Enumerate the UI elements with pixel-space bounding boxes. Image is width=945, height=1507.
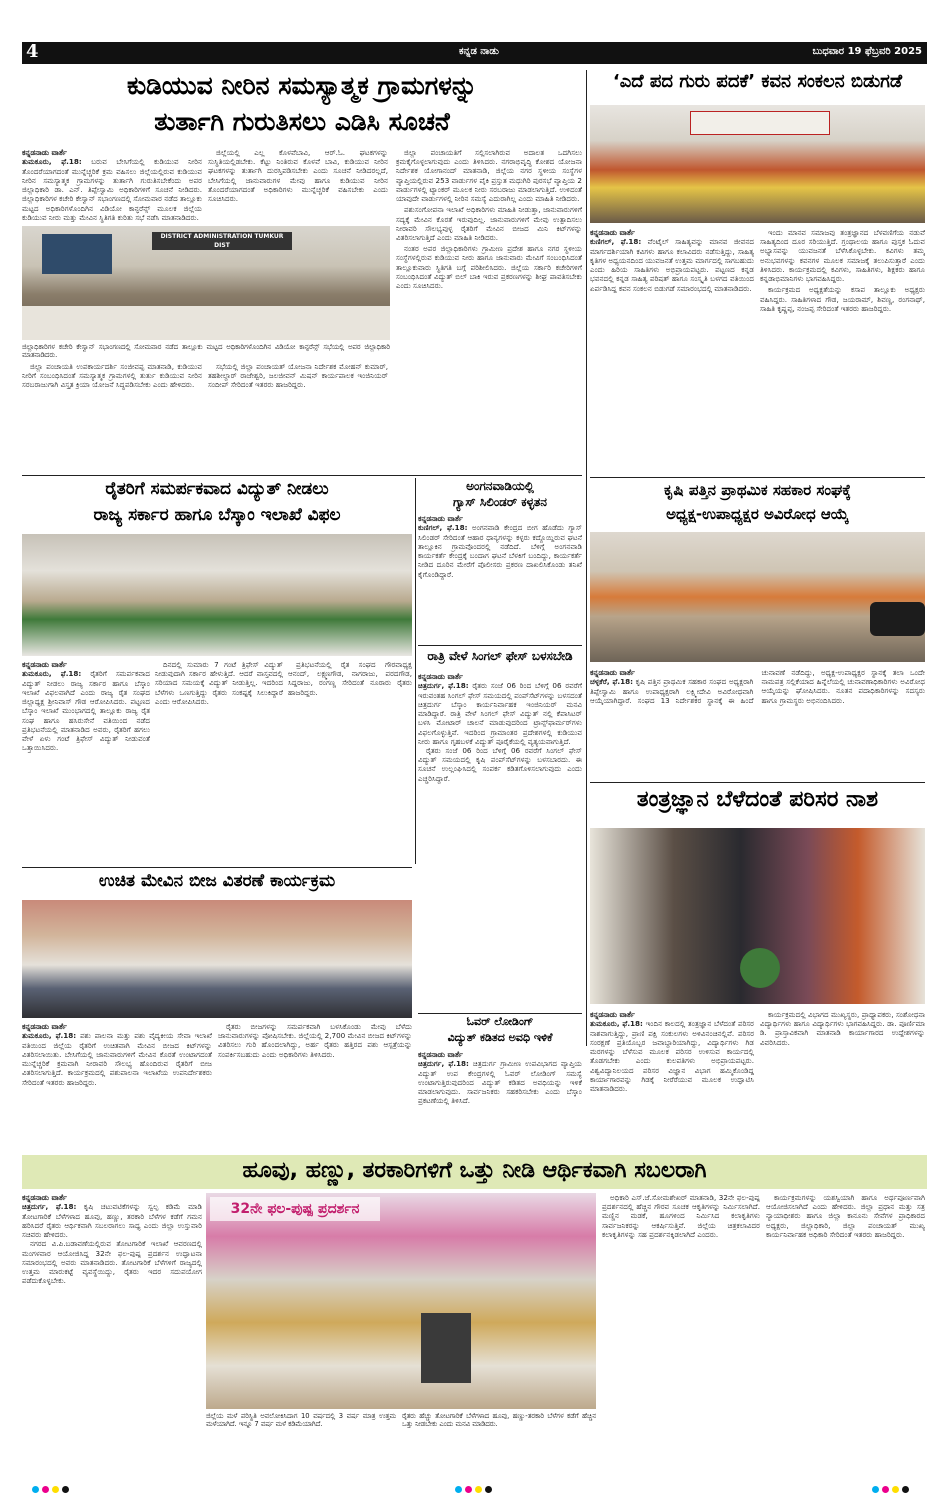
- meeting-sign: DISTRICT ADMINISTRATION TUMKUR DIST: [152, 232, 292, 250]
- magenta-dot: [882, 1486, 889, 1493]
- water-photo-caption: ಜಿಲ್ಲಾಧಿಕಾರಿಗಳ ಕಚೇರಿ ಕೇಸ್ವಾನ್ ಸಭಾಂಗಣದಲ್ಲಿ ಸೋಮವಾರ ನಡೆದ ತಾಲ್ಲೂಕು ಮಟ್ಟದ ಅಧಿಕಾರಿಗಳೊಂದಿಗಿನ ವಿಡಿಯೋ ಕಾನ್ಫರೆನ್ಸ್ ಸಭೆಯಲ್ಲಿ ಅಪರ ಜಿಲ್ಲಾಧಿಕಾರಿ ಮಾತನಾಡಿದರು.: [22, 343, 390, 360]
- seeds-distribution-photo: [22, 900, 412, 1018]
- page-number: 4: [26, 41, 39, 62]
- pacs-body: [590, 668, 925, 778]
- poetry-para-2: ಇಂದು ಮಾನವ ಸಮಾಜವು ತಂತ್ರಜ್ಞಾನದ ಬೆಳವಣಿಗೆಯ ನಡುವೆ ಸಾಹಿತ್ಯದಿಂದ ದೂರ ಸರಿಯುತ್ತಿದೆ. ಗ್ರಂಥಾಲಯ ಹಾಗೂ ಪುಸ್ತಕ ಓದುವ ಅಭ್ಯಾಸವನ್ನು ಯುವಜನತೆ ಬೆಳೆಸಿಕೊಳ್ಳಬೇಕು. ಕವಿಗಳು ತಮ್ಮ ಅನುಭವಗಳನ್ನು ಕವನಗಳ ಮೂಲಕ ಸಮಾಜಕ್ಕೆ ತಲುಪಿಸುತ್ತಾರೆ ಎಂದು ತಿಳಿಸಿದರು. ಕಾರ್ಯಕ್ರಮದಲ್ಲಿ ಕವಿಗಳು, ಸಾಹಿತಿಗಳು, ಶಿಕ್ಷಕರು ಹಾಗೂ ಕನ್ನಡಾಭಿಮಾನಿಗಳು ಭಾಗವಹಿಸಿದ್ದರು.: [760, 228, 925, 284]
- tech-place: ತುಮಕೂರು, ಫೆ.18:: [590, 1019, 643, 1029]
- yellow-dot: [475, 1486, 482, 1493]
- pacs-place: ಚಳ್ಳಕೆರೆ, ಫೆ.18:: [590, 677, 633, 687]
- seeds-para-2: ರೈತರು ಬೀಜಗಳನ್ನು ಸಮರ್ಪಕವಾಗಿ ಬಳಸಿಕೊಂಡು ಮೇವು ಬೆಳೆದು ಜಾನುವಾರುಗಳನ್ನು ಪೋಷಿಸಬೇಕು. ಜಿಲ್ಲೆಯಲ್ಲಿ 2,700 ಮೇವಿನ ಬೀಜದ ಕಿಟ್‌ಗಳನ್ನು ವಿತರಿಸಲು ಗುರಿ ಹೊಂದಲಾಗಿದ್ದು, ಅರ್ಹ ರೈತರು ಹತ್ತಿರದ ಪಶು ಆಸ್ಪತ್ರೆಯನ್ನು ಸಂಪರ್ಕಿಸಬಹುದು ಎಂದು ಅಧಿಕಾರಿಗಳು ತಿಳಿಸಿದರು.: [218, 1022, 412, 1059]
- electricity-para-2: ದಿನದಲ್ಲಿ ಸುಮಾರು 7 ಗಂಟೆ ತ್ರಿಫೇಸ್ ವಿದ್ಯುತ್ ನೀಡುವುದಾಗಿ ಸರ್ಕಾರ ಹೇಳುತ್ತಿದೆ. ಆದರೆ ವಾಸ್ತವದಲ್ಲಿ ಸರಿಯಾದ ಸಮಯಕ್ಕೆ ವಿದ್ಯುತ್ ನೀಡುತ್ತಿಲ್ಲ. ಇದರಿಂದ ಬೆಳೆಗಳು ಒಣಗುತ್ತಿದ್ದು ರೈತರು ಸಂಕಷ್ಟಕ್ಕೆ ಸಿಲುಕಿದ್ದಾರೆ ಎಂದು ಆರೋಪಿಸಿದರು.: [155, 660, 283, 706]
- electricity-col-1: [22, 660, 150, 864]
- divider-pacs-bottom: [590, 782, 925, 783]
- flowers-col-1: [22, 1193, 202, 1443]
- poetry-col-1: [590, 228, 754, 474]
- pacs-headline-2: ಅಧ್ಯಕ್ಷ-ಉಪಾಧ್ಯಕ್ಷರ ಅವಿರೋಧ ಆಯ್ಕೆ: [666, 505, 849, 523]
- overload-headline-2: ವಿದ್ಯುತ್ ಕಡಿತದ ಅವಧಿ ಇಳಿಕೆ: [447, 1031, 553, 1044]
- poetry-book-release-photo: [590, 105, 925, 223]
- singlephase-para-2: ರೈತರು ಸಂಜೆ 06 ರಿಂದ ಬೆಳಿಗ್ಗೆ 06 ರವರೆಗೆ ಸಿಂಗಲ್ ಫೇಸ್ ವಿದ್ಯುತ್ ಸಮಯದಲ್ಲಿ ಕೃಷಿ ಪಂಪ್‌ಸೆಟ್‌ಗಳನ್ನು ಬಳಸಬಾರದು. ಈ ಸೂಚನೆ ಉಲ್ಲಂಘಿಸಿದಲ್ಲಿ ಸಂಪರ್ಕ ಕಡಿತಗೊಳಿಸಲಾಗುವುದು ಎಂದು ಎಚ್ಚರಿಸಿದ್ದಾರೆ.: [418, 746, 582, 783]
- cyan-dot: [455, 1486, 462, 1493]
- singlephase-body: [418, 672, 582, 1010]
- poetry-dateline: ಕನ್ನಡನಾಡು ವಾರ್ತೆ: [590, 228, 635, 237]
- electricity-headline-1: ರೈತರಿಗೆ ಸಮರ್ಪಕವಾದ ವಿದ್ಯುತ್ ನೀಡಲು: [105, 479, 329, 499]
- seeds-dateline: ಕನ್ನಡನಾಡು ವಾರ್ತೆ: [22, 1022, 67, 1031]
- gas-para-1: ಅಂಗನವಾಡಿ ಕೇಂದ್ರದ ಬೀಗ ಹೊಡೆದು ಗ್ಯಾಸ್ ಸಿಲಿಂಡರ್ ಸೇರಿದಂತೆ ಆಹಾರ ಧಾನ್ಯಗಳನ್ನು ಕಳ್ಳರು ಕದ್ದೊಯ್ದಿರುವ ಘಟನೆ ತಾಲ್ಲೂಕಿನ ಗ್ರಾಮವೊಂದರಲ್ಲಿ ನಡೆದಿದೆ. ಬೆಳಿಗ್ಗೆ ಅಂಗನವಾಡಿ ಕಾರ್ಯಕರ್ತೆ ಕೇಂದ್ರಕ್ಕೆ ಬಂದಾಗ ಘಟನೆ ಬೆಳಕಿಗೆ ಬಂದಿದ್ದು, ಕಾರ್ಯಕರ್ತೆ ನೀಡಿದ ದೂರಿನ ಮೇರೆಗೆ ಪೊಲೀಸರು ಪ್ರಕರಣ ದಾಖಲಿಸಿಕೊಂಡು ತನಿಖೆ ಕೈಗೊಂಡಿದ್ದಾರೆ.: [418, 523, 582, 579]
- water-body-col-2: [208, 362, 388, 472]
- poetry-headline: ‘ಎದೆ ಪದ ಗುರು ಪದಕೆ’ ಕವನ ಸಂಕಲನ ಬಿಡುಗಡೆ: [612, 71, 903, 92]
- water-dateline: ಕನ್ನಡನಾಡು ವಾರ್ತೆ: [22, 148, 67, 157]
- gas-body: [418, 514, 582, 642]
- column-divider-main: [586, 70, 587, 1046]
- electricity-para-3: ಪ್ರತಿಭಟನೆಯಲ್ಲಿ ರೈತ ಸಂಘದ ಗೌರವಾಧ್ಯಕ್ಷ ಆನಂದ್, ಲಕ್ಷ್ಮಣಗೌಡ, ನಾಗರಾಜು, ಪರದಗೌಡ, ಸಿದ್ದರಾಜು, ರಂಗಣ್ಣ ಸೇರಿದಂತೆ ನೂರಾರು ರೈತರು ಹಾಜರಿದ್ದರು.: [288, 660, 412, 697]
- poetry-para-1: ವೆಂಟೈಲ್ ಸಾಹಿತ್ಯವನ್ನು ಮಾನವ ಜೀವನದ ಮಾರ್ಗದರ್ಶಿಯಾಗಿ ಕವಿಗಳು ಹಾಗೂ ಕಲಾವಿದರು ನಡೆಸುತ್ತಿದ್ದು, ಸಾಹಿತ್ಯ ಕೃತಿಗಳ ಅಧ್ಯಯನದಿಂದ ಯುವಜನತೆ ಉತ್ತಮ ಮಾರ್ಗದಲ್ಲಿ ಸಾಗಬಹುದು ಎಂದು ಹಿರಿಯ ಸಾಹಿತಿಗಳು ಅಭಿಪ್ರಾಯಪಟ್ಟರು. ಪಟ್ಟಣದ ಕನ್ನಡ ಭವನದಲ್ಲಿ ಕನ್ನಡ ಸಾಹಿತ್ಯ ಪರಿಷತ್ ಹಾಗೂ ಸಂಸ್ಕೃತಿ ಬಳಗದ ವತಿಯಿಂದ ಏರ್ಪಡಿಸಿದ್ದ ಕವನ ಸಂಕಲನ ಬಿಡುಗಡೆ ಸಮಾರಂಭದಲ್ಲಿ ಮಾತನಾಡಿದರು.: [590, 237, 754, 293]
- flowers-place: ಚಿತ್ರದುರ್ಗ, ಫೆ.18:: [22, 1202, 77, 1212]
- black-dot: [902, 1486, 909, 1493]
- electricity-col-3: [288, 660, 412, 864]
- flower-show-banner: 32ನೇ ಫಲ-ಪುಷ್ಪ ಪ್ರದರ್ಶನ: [210, 1197, 380, 1221]
- paper-name: ಕನ್ನಡ ನಾಡು: [459, 46, 499, 57]
- water-para-7: ಸಭೆಯಲ್ಲಿ ಜಿಲ್ಲಾ ಪಂಚಾಯತ್ ಯೋಜನಾ ನಿರ್ದೇಶಕ ಮೋಹನ್ ಕುಮಾರ್, ತಹಶೀಲ್ದಾರ್ ರಾಜೇಶ್ವರಿ, ಜಲಜೀವನ್ ಮಿಷನ್ ಕಾರ್ಯಪಾಲಕ ಇಂಜಿನಿಯರ್ ಸಂದೀಪ್ ಸೇರಿದಂತೆ ಇತರರು ಹಾಜರಿದ್ದರು.: [208, 362, 388, 390]
- poetry-place: ಕುಣಿಗಲ್, ಫೆ.18:: [590, 237, 642, 247]
- camera-shape: [870, 602, 925, 636]
- tech-col-2: [760, 1010, 925, 1150]
- flowers-para-2: ನಗರದ ವಿ.ಪಿ.ಬಡಾವಣೆಯಲ್ಲಿರುವ ತೋಟಗಾರಿಕೆ ಇಲಾಖೆ ಆವರಣದಲ್ಲಿ ಮಂಗಳವಾರ ಆಯೋಜಿಸಿದ್ದ 32ನೇ ಫಲ-ಪುಷ್ಪ ಪ್ರದರ್ಶನ ಉದ್ಘಾಟನಾ ಸಮಾರಂಭದಲ್ಲಿ ಅವರು ಮಾತನಾಡಿದರು. ತೋಟಗಾರಿಕೆ ಬೆಳೆಗಳಿಗೆ ರಾಜ್ಯದಲ್ಲಿ ಉತ್ತಮ ಮಾರುಕಟ್ಟೆ ವ್ಯವಸ್ಥೆಯಿದ್ದು, ರೈತರು ಇದರ ಸದುಪಯೋಗ ಪಡೆದುಕೊಳ್ಳಬೇಕು.: [22, 1239, 202, 1286]
- water-para-4: ಜಿಲ್ಲಾ ಪಂಚಾಯತಿಗೆ ಸಲ್ಲಿಸಲಾಗಿರುವ ಅದಾಲತ ಒದಗಿಸಲು ಕ್ರಮಕೈಗೊಳ್ಳಲಾಗುವುದು ಎಂದು ತಿಳಿಸಿದರು. ನಗರಾಭಿವೃದ್ಧಿ ಕೋಶದ ಯೋಜನಾ ನಿರ್ದೇಶಕ ಯೋಗಾನಂದ್ ಮಾತನಾಡಿ, ಜಿಲ್ಲೆಯ ನಗರ ಸ್ಥಳೀಯ ಸಂಸ್ಥೆಗಳ ವ್ಯಾಪ್ತಿಯಲ್ಲಿರುವ 253 ವಾರ್ಡುಗಳ ಪೈಕಿ ಪ್ರಸ್ತುತ ಮಧುಗಿರಿ ಪುರಸಭೆ ವ್ಯಾಪ್ತಿಯ 2 ವಾರ್ಡುಗಳಲ್ಲಿ ಟ್ಯಾಂಕರ್ ಮೂಲಕ ನೀರು ಸರಬರಾಜು ಮಾಡಲಾಗುತ್ತಿದೆ. ಉಳಿದಂತೆ ಯಾವುದೇ ವಾರ್ಡುಗಳಲ್ಲಿ ನೀರಿನ ಸಮಸ್ಯೆ ಎದುರಾಗಿಲ್ಲ ಎಂದು ಮಾಹಿತಿ ನೀಡಿದರು.: [396, 148, 582, 204]
- overload-dateline: ಕನ್ನಡನಾಡು ವಾರ್ತೆ: [418, 1050, 463, 1059]
- flowers-col-3: [602, 1193, 760, 1451]
- seeds-para-1: ಪಶು ಪಾಲನಾ ಮತ್ತು ಪಶು ವೈದ್ಯಕೀಯ ಸೇವಾ ಇಲಾಖೆ ವತಿಯಿಂದ ಜಿಲ್ಲೆಯ ರೈತರಿಗೆ ಉಚಿತವಾಗಿ ಮೇವಿನ ಬೀಜದ ಕಿಟ್‌ಗಳನ್ನು ವಿತರಿಸಲಾಯಿತು. ಬೇಸಿಗೆಯಲ್ಲಿ ಜಾನುವಾರುಗಳಿಗೆ ಮೇವಿನ ಕೊರತೆ ಉಂಟಾಗದಂತೆ ಮುನ್ನೆಚ್ಚರಿಕೆ ಕ್ರಮವಾಗಿ ನೀರಾವರಿ ಸೌಲಭ್ಯ ಹೊಂದಿರುವ ರೈತರಿಗೆ ಬೀಜ ವಿತರಿಸಲಾಗುತ್ತಿದೆ. ಕಾರ್ಯಕ್ರಮದಲ್ಲಿ ಪಶುಪಾಲನಾ ಇಲಾಖೆಯ ಉಪನಿರ್ದೇಶಕರು ಸೇರಿದಂತೆ ಇತರರು ಹಾಜರಿದ್ದರು.: [22, 1031, 212, 1087]
- pacs-dateline: ಕನ್ನಡನಾಡು ವಾರ್ತೆ: [590, 668, 635, 677]
- water-para-3: ಜಿಲ್ಲಾ ಪಂಚಾಯತಿ ಉಪಕಾರ್ಯದರ್ಶಿ ಸಂಜೀವಪ್ಪ ಮಾತನಾಡಿ, ಕುಡಿಯುವ ನೀರಿಗೆ ಸಂಬಂಧಿಸಿದಂತೆ ಸಮಸ್ಯಾತ್ಮಕ ಗ್ರಾಮಗಳಲ್ಲಿ ತುರ್ತು ಕುಡಿಯುವ ನೀರಿನ ಸರಬರಾಜುಗಾಗಿ ವಿಸ್ತೃತ ಕ್ರಿಯಾ ಯೋಜನೆ ಸಿದ್ಧಪಡಿಸಬೇಕು ಎಂದು ಹೇಳಿದರು.: [22, 362, 202, 390]
- tech-dateline: ಕನ್ನಡನಾಡು ವಾರ್ತೆ: [590, 1010, 635, 1019]
- black-dot: [485, 1486, 492, 1493]
- yellow-dot: [52, 1486, 59, 1493]
- flowers-para-1: ಕೃಷಿ ಚಟುವಟಿಕೆಗಳನ್ನು ಸ್ವಲ್ಪ ಕಡಿಮೆ ಮಾಡಿ ತೋಟಗಾರಿಕೆ ಬೆಳೆಗಳಾದ ಹೂವು, ಹಣ್ಣು, ತರಕಾರಿ ಬೆಳೆಗಳ ಕಡೆಗೆ ಗಮನ ಹರಿಸಿದರೆ ರೈತರು ಆರ್ಥಿಕವಾಗಿ ಸಬಲರಾಗಲು ಸಾಧ್ಯ ಎಂದು ಜಿಲ್ಲಾ ಉಸ್ತುವಾರಿ ಸಚಿವರು ಹೇಳಿದರು.: [22, 1202, 202, 1240]
- overload-place: ಚಿತ್ರದುರ್ಗ, ಫೆ.18:: [418, 1059, 469, 1069]
- registration-dots-center: [455, 1486, 495, 1494]
- singlephase-headline: ರಾತ್ರಿ ವೇಳೆ ಸಿಂಗಲ್ ಫೇಸ್ ಬಳಸಬೇಡಿ: [427, 649, 573, 663]
- electricity-col-2: [155, 660, 283, 864]
- divider-electricity-right: [415, 478, 416, 864]
- black-dot: [62, 1486, 69, 1493]
- issue-date: ಬುಧವಾರ 19 ಫೆಬ್ರವರಿ 2025: [812, 46, 922, 57]
- gas-headline-1: ಅಂಗನವಾಡಿಯಲ್ಲಿ: [466, 479, 534, 493]
- divider-water-bottom: [22, 475, 582, 476]
- flowers-para-4: ಕಾರ್ಯಕ್ರಮಗಳನ್ನು ಯಶಸ್ವಿಯಾಗಿ ಹಾಗೂ ಅರ್ಥಪೂರ್ಣವಾಗಿ ಆಯೋಜಿಸಲಾಗಿದೆ ಎಂದು ಹೇಳಿದರು. ಜಿಲ್ಲಾ ಪ್ರಧಾನ ಮತ್ತು ಸತ್ರ ನ್ಯಾಯಾಧೀಶರು ಹಾಗೂ ಜಿಲ್ಲಾ ಕಾನೂನು ಸೇವೆಗಳ ಪ್ರಾಧಿಕಾರದ ಅಧ್ಯಕ್ಷರು, ಜಿಲ್ಲಾಧಿಕಾರಿ, ಜಿಲ್ಲಾ ಪಂಚಾಯತ್ ಮುಖ್ಯ ಕಾರ್ಯನಿರ್ವಾಹಕ ಅಧಿಕಾರಿ ಸೇರಿದಂತೆ ಇತರರು ಹಾಜರಿದ್ದರು.: [766, 1193, 925, 1239]
- seeds-col-2: [218, 1022, 412, 1150]
- meeting-table: [22, 306, 390, 340]
- overload-para-1: ಚಿತ್ರದುರ್ಗ ಗ್ರಾಮೀಣ ಉಪವಿಭಾಗದ ವ್ಯಾಪ್ತಿಯ ವಿದ್ಯುತ್ ಉಪ ಕೇಂದ್ರಗಳಲ್ಲಿ ಓವರ್ ಲೋಡಿಂಗ್ ಸಮಸ್ಯೆ ಉಂಟಾಗುತ್ತಿರುವುದರಿಂದ ವಿದ್ಯುತ್ ಕಡಿತದ ಅವಧಿಯನ್ನು ಇಳಿಕೆ ಮಾಡಲಾಗುವುದು. ಸಾರ್ವಜನಿಕರು ಸಹಕರಿಸಬೇಕು ಎಂದು ಬೆಸ್ಕಾಂ ಪ್ರಕಟಣೆಯಲ್ಲಿ ತಿಳಿಸಿದೆ.: [418, 1059, 582, 1106]
- seeds-place: ತುಮಕೂರು, ಫೆ.18:: [22, 1031, 77, 1041]
- registration-dots-right: [872, 1486, 912, 1494]
- water-place: ತುಮಕೂರು, ಫೆ.18:: [22, 157, 82, 167]
- podium-shape: [421, 1313, 471, 1383]
- farmers-protest-photo: [22, 534, 412, 656]
- gas-dateline: ಕನ್ನಡನಾಡು ವಾರ್ತೆ: [418, 514, 463, 523]
- water-meeting-photo: [22, 226, 390, 340]
- gas-headline-2: ಗ್ಯಾಸ್ ಸಿಲಿಂಡರ್ ಕಳ್ಳತನ: [453, 495, 547, 509]
- flowers-photo-caption-2: ರೈತರು ಹೆಚ್ಚು ತೋಟಗಾರಿಕೆ ಬೆಳೆಗಳಾದ ಹೂವು, ಹಣ್ಣು-ತರಕಾರಿ ಬೆಳೆಗಳ ಕಡೆಗೆ ಹೆಚ್ಚಿನ ಒತ್ತು ನೀಡಬೇಕು ಎಂದು ಮನವಿ ಮಾಡಿದರು.: [402, 1412, 596, 1429]
- magenta-dot: [465, 1486, 472, 1493]
- water-lead-col-1: [22, 148, 202, 224]
- overload-headline-1: ಓವರ್ ಲೋಡಿಂಗ್: [466, 1015, 534, 1028]
- flowers-photo-caption-1: ಜಿಲ್ಲೆಯ ಮಳೆ ಪರಿಸ್ಥಿತಿ ಅವಲೋಕಿಸಿದಾಗ 10 ವರ್ಷದಲ್ಲಿ 3 ವರ್ಷ ಮಾತ್ರ ಉತ್ತಮ ಮಳೆಯಾಗಿದೆ. ಇನ್ನೂ 7 ವರ್ಷ ಮಳೆ ಕಡಿಮೆಯಾಗಿದೆ.: [206, 1412, 396, 1429]
- cyan-dot: [872, 1486, 879, 1493]
- electricity-headline-2: ರಾಜ್ಯ ಸರ್ಕಾರ ಹಾಗೂ ಬೆಸ್ಕಾಂ ಇಲಾಖೆ ವಿಫಲ: [93, 505, 341, 525]
- plant-pot-shape: [740, 948, 780, 988]
- flowers-headline: ಹೂವು, ಹಣ್ಣು, ತರಕಾರಿಗಳಿಗೆ ಒತ್ತು ನೀಡಿ ಆರ್ಥಿಕವಾಗಿ ಸಬಲರಾಗಿ: [242, 1158, 707, 1183]
- water-para-5: ಪಶುಸಂಗೋಪನಾ ಇಲಾಖೆ ಅಧಿಕಾರಿಗಳು ಮಾಹಿತಿ ನೀಡುತ್ತಾ, ಜಾನುವಾರುಗಳಿಗೆ ಸದ್ಯಕ್ಕೆ ಮೇವಿನ ಕೊರತೆ ಇರುವುದಿಲ್ಲ. ಜಾನುವಾರುಗಳಿಗೆ ಮೇವು ಉತ್ಪಾದಿಸಲು ನೀರಾವರಿ ಸೌಲಭ್ಯವುಳ್ಳ ರೈತರಿಗೆ ಮೇವಿನ ಬೀಜದ ಮಿನಿ ಕಿಟ್‌ಗಳನ್ನು ವಿತರಿಸಲಾಗುತ್ತಿದೆ ಎಂದು ಮಾಹಿತಿ ನೀಡಿದರು.: [396, 205, 582, 242]
- water-para-2: ಜಿಲ್ಲೆಯಲ್ಲಿ ಎಲ್ಲ ಕೊಳವೆಬಾವಿ, ಆರ್.ಓ. ಘಟಕಗಳನ್ನು ಸುಸ್ಥಿತಿಯಲ್ಲಿಡಬೇಕು. ಕೆಟ್ಟು ನಿಂತಿರುವ ಕೊಳವೆ ಬಾವಿ, ಕುಡಿಯುವ ನೀರಿನ ಘಟಕಗಳನ್ನು ತುರ್ತಾಗಿ ದುರಸ್ತಿಪಡಿಸಬೇಕು ಎಂದು ಸೂಚನೆ ನೀಡಿದರಲ್ಲದೆ, ಬೇಸಿಗೆಯಲ್ಲಿ ಜಾನುವಾರುಗಳ ಮೇವು ಹಾಗೂ ಕುಡಿಯುವ ನೀರಿನ ತೊಂದರೆಯಾಗದಂತೆ ಅಧಿಕಾರಿಗಳು ಮುನ್ನೆಚ್ಚರಿಕೆ ವಹಿಸಬೇಕು ಎಂದು ಸೂಚಿಸಿದರು.: [208, 148, 388, 204]
- yellow-dot: [892, 1486, 899, 1493]
- overload-body: [418, 1050, 582, 1148]
- tech-para-2: ಕಾರ್ಯಕ್ರಮದಲ್ಲಿ ವಿಭಾಗದ ಮುಖ್ಯಸ್ಥರು, ಪ್ರಾಧ್ಯಾಪಕರು, ಸಂಶೋಧನಾ ವಿದ್ಯಾರ್ಥಿಗಳು ಹಾಗೂ ವಿದ್ಯಾರ್ಥಿಗಳು ಭಾಗವಹಿಸಿದ್ದರು. ಡಾ. ಪೂರ್ಣಿಮಾ ಡಿ. ಪ್ರಾಸ್ತಾವಿಕವಾಗಿ ಮಾತನಾಡಿ ಕಾರ್ಯಾಗಾರದ ಉದ್ದೇಶಗಳನ್ನು ವಿವರಿಸಿದರು.: [760, 1010, 925, 1047]
- poetry-banner: [690, 111, 830, 135]
- flowers-para-3: ಅಧಿಕಾರಿ ಎಸ್.ಜೆ.ಸೋಮಶೇಖರ್ ಮಾತನಾಡಿ, 32ನೇ ಫಲ-ಪುಷ್ಪ ಪ್ರದರ್ಶನದಲ್ಲಿ ಹೆಚ್ಚಿನ ಗೌರವ ಸೂಚಕ ಆಕೃತಿಗಳನ್ನು ನಿರ್ಮಿಸಲಾಗಿದೆ. ಮಣ್ಣಿನ ಮಡಕೆ, ಹೂಗಳಿಂದ ನಿರ್ಮಿಸಿದ ಕಲಾಕೃತಿಗಳು ಸಾರ್ವಜನಿಕರನ್ನು ಆಕರ್ಷಿಸುತ್ತಿವೆ. ಜಿಲ್ಲೆಯ ಚಿತ್ರಕಲಾವಿದರ ಕಲಾಕೃತಿಗಳನ್ನು ಸಹ ಪ್ರದರ್ಶನಕ್ಕಿಡಲಾಗಿದೆ ಎಂದರು.: [602, 1193, 760, 1239]
- tech-plant-watering-photo: [590, 828, 925, 1004]
- flowers-banner: [22, 1155, 927, 1189]
- meeting-screen: [42, 234, 112, 274]
- divider-poetry-bottom: [590, 477, 925, 478]
- electricity-para-1: ರೈತರಿಗೆ ಸಮರ್ಪಕವಾದ ವಿದ್ಯುತ್ ನೀಡಲು ರಾಜ್ಯ ಸರ್ಕಾರ ಹಾಗೂ ಬೆಸ್ಕಾಂ ಇಲಾಖೆ ವಿಫಲವಾಗಿದೆ ಎಂದು ರಾಜ್ಯ ರೈತ ಸಂಘದ ಜಿಲ್ಲಾಧ್ಯಕ್ಷ ಶ್ರೀನಿವಾಸ್ ಗೌಡ ಆರೋಪಿಸಿದರು. ಪಟ್ಟಣದ ಬೆಸ್ಕಾಂ ಇಲಾಖೆ ಮುಂಭಾಗದಲ್ಲಿ ತಾಲ್ಲೂಕು ರಾಜ್ಯ ರೈತ ಸಂಘ ಹಾಗೂ ಹಸಿರುಸೇನೆ ವತಿಯಿಂದ ನಡೆದ ಪ್ರತಿಭಟನೆಯಲ್ಲಿ ಮಾತನಾಡಿದ ಅವರು, ರೈತರಿಗೆ ಹಗಲು ವೇಳೆ ಏಳು ಗಂಟೆ ತ್ರಿಫೇಸ್ ವಿದ್ಯುತ್ ನೀಡುವಂತೆ ಒತ್ತಾಯಿಸಿದರು.: [22, 669, 150, 753]
- poetry-para-3: ಕಾರ್ಯಕ್ರಮದ ಅಧ್ಯಕ್ಷತೆಯನ್ನು ಕಸಾಪ ತಾಲ್ಲೂಕು ಅಧ್ಯಕ್ಷರು ವಹಿಸಿದ್ದರು. ಸಾಹಿತಿಗಳಾದ ಗೌಡ, ಜಯರಾಮ್, ಶಿವಣ್ಣ, ರಂಗನಾಥ್, ಸಾಹಿತಿ ಕೃಷ್ಣಪ್ಪ, ನಂಜಪ್ಪ ಸೇರಿದಂತೆ ಇತರರು ಹಾಜರಿದ್ದರು.: [760, 285, 925, 313]
- seeds-col-1: [22, 1022, 212, 1150]
- tech-para-1: ಇಂದಿನ ಕಾಲದಲ್ಲಿ ತಂತ್ರಜ್ಞಾನ ಬೆಳೆದಂತೆ ಪರಿಸರ ನಾಶವಾಗುತ್ತಿದ್ದು, ಪ್ರಾಣಿ ಪಕ್ಷಿ ಸಂಕುಲಗಳು ಅಳಿವಿನಂಚಿನಲ್ಲಿವೆ. ಪರಿಸರ ಸಂರಕ್ಷಣೆ ಪ್ರತಿಯೊಬ್ಬರ ಜವಾಬ್ದಾರಿಯಾಗಿದ್ದು, ವಿದ್ಯಾರ್ಥಿಗಳು ಗಿಡ ಮರಗಳನ್ನು ಬೆಳೆಸುವ ಮೂಲಕ ಪರಿಸರ ಉಳಿಸುವ ಕಾರ್ಯದಲ್ಲಿ ತೊಡಗಬೇಕು ಎಂದು ಕುಲಪತಿಗಳು ಅಭಿಪ್ರಾಯಪಟ್ಟರು. ವಿಶ್ವವಿದ್ಯಾನಿಲಯದ ಪರಿಸರ ವಿಜ್ಞಾನ ವಿಭಾಗ ಹಮ್ಮಿಕೊಂಡಿದ್ದ ಕಾರ್ಯಾಗಾರವನ್ನು ಗಿಡಕ್ಕೆ ನೀರೆರೆಯುವ ಮೂಲಕ ಉದ್ಘಾಟಿಸಿ ಮಾತನಾಡಿದರು.: [590, 1019, 754, 1093]
- seeds-headline: ಉಚಿತ ಮೇವಿನ ಬೀಜ ವಿತರಣೆ ಕಾರ್ಯಕ್ರಮ: [98, 871, 336, 891]
- flower-show-photo: [206, 1193, 596, 1409]
- tech-col-1: [590, 1010, 754, 1150]
- registration-dots-left: [32, 1486, 72, 1494]
- pacs-felicitation-photo: [590, 532, 925, 662]
- pacs-headline-1: ಕೃಷಿ ಪತ್ತಿನ ಪ್ರಾಥಮಿಕ ಸಹಕಾರ ಸಂಘಕ್ಕೆ: [663, 481, 852, 499]
- water-body-col-1: [22, 362, 202, 472]
- singlephase-dateline: ಕನ್ನಡನಾಡು ವಾರ್ತೆ: [418, 672, 463, 681]
- flowers-dateline: ಕನ್ನಡನಾಡು ವಾರ್ತೆ: [22, 1193, 67, 1202]
- divider-singlephase-bottom: [418, 1013, 582, 1014]
- gas-place: ಕುಣಿಗಲ್, ಫೆ.18:: [418, 523, 468, 533]
- water-body-col-3: [396, 148, 582, 472]
- water-headline-2: ತುರ್ತಾಗಿ ಗುರುತಿಸಲು ಎಡಿಸಿ ಸೂಚನೆ: [154, 107, 450, 136]
- singlephase-place: ಚಿತ್ರದುರ್ಗ, ಫೆ.18:: [418, 681, 469, 691]
- singlephase-para-1: ರೈತರು ಸಂಜೆ 06 ರಿಂದ ಬೆಳಿಗ್ಗೆ 06 ರವರೆಗೆ ಇರುವಂತಹ ಸಿಂಗಲ್ ಫೇಸ್ ಸಮಯದಲ್ಲಿ ಪಂಪ್‌ಸೆಟ್‌ಗಳನ್ನು ಬಳಸದಂತೆ ಚಿತ್ರದುರ್ಗ ಬೆಸ್ಕಾಂ ಕಾರ್ಯನಿರ್ವಾಹಕ ಇಂಜಿನಿಯರ್ ಮನವಿ ಮಾಡಿದ್ದಾರೆ. ರಾತ್ರಿ ವೇಳೆ ಸಿಂಗಲ್ ಫೇಸ್ ವಿದ್ಯುತ್ ನಲ್ಲಿ ಕೆಪಾಸಿಟರ್ ಬಳಸಿ ಮೋಟಾರ್ ಚಾಲನೆ ಮಾಡುವುದರಿಂದ ಟ್ರಾನ್ಸ್‌ಫಾರ್ಮರ್‌ಗಳು ವಿಫಲಗೊಳ್ಳುತ್ತಿವೆ. ಇದರಿಂದ ಗ್ರಾಮಾಂತರ ಪ್ರದೇಶಗಳಲ್ಲಿ ಕುಡಿಯುವ ನೀರು ಹಾಗೂ ಗೃಹಬಳಕೆ ವಿದ್ಯುತ್ ಪೂರೈಕೆಯಲ್ಲಿ ವ್ಯತ್ಯಯವಾಗುತ್ತಿದೆ.: [418, 681, 582, 746]
- electricity-dateline: ಕನ್ನಡನಾಡು ವಾರ್ತೆ: [22, 660, 67, 669]
- flowers-col-4: [766, 1193, 925, 1451]
- water-para-6: ನಂತರ ಅಪರ ಜಿಲ್ಲಾಧಿಕಾರಿಗಳು ಗ್ರಾಮೀಣ ಪ್ರದೇಶ ಹಾಗೂ ನಗರ ಸ್ಥಳೀಯ ಸಂಸ್ಥೆಗಳಲ್ಲಿರುವ ಕುಡಿಯುವ ನೀರು ಹಾಗೂ ಜಾನುವಾರು ಮೇವಿಗೆ ಸಂಬಂಧಿಸಿದಂತೆ ತಾಲ್ಲೂಕುವಾರು ಸ್ಥಿತಿಗತಿ ಬಗ್ಗೆ ಪರಿಶೀಲಿಸಿದರು. ಜಿಲ್ಲೆಯ ಸರ್ಕಾರಿ ಕಚೇರಿಗಳಿಗೆ ಸಂಬಂಧಿಸಿದಂತೆ ವಿದ್ಯುತ್ ಬಿಲ್ ಬಾಕಿ ಇರುವ ಪ್ರಕರಣಗಳನ್ನು ಶೀಘ್ರ ಪಾವತಿಸಬೇಕು ಎಂದು ಸೂಚಿಸಿದರು.: [396, 244, 582, 291]
- cyan-dot: [32, 1486, 39, 1493]
- water-headline-1: ಕುಡಿಯುವ ನೀರಿನ ಸಮಸ್ಯಾತ್ಮಕ ಗ್ರಾಮಗಳನ್ನು: [126, 71, 478, 100]
- divider-gas-bottom: [418, 645, 582, 646]
- water-para-1: ಬರುವ ಬೇಸಿಗೆಯಲ್ಲಿ ಕುಡಿಯುವ ನೀರಿನ ತೊಂದರೆಯಾಗದಂತೆ ಮುನ್ನೆಚ್ಚರಿಕೆ ಕ್ರಮ ವಹಿಸಲು ಜಿಲ್ಲೆಯಲ್ಲಿರುವ ಕುಡಿಯುವ ನೀರಿನ ಸಮಸ್ಯಾತ್ಮಕ ಗ್ರಾಮಗಳನ್ನು ತುರ್ತಾಗಿ ಗುರುತಿಸಬೇಕೆಂದು ಅಪರ ಜಿಲ್ಲಾಧಿಕಾರಿ ಡಾ. ಎನ್. ತಿಪ್ಪೇಸ್ವಾಮಿ ಅಧಿಕಾರಿಗಳಿಗೆ ಸೂಚನೆ ನೀಡಿದರು. ಜಿಲ್ಲಾಧಿಕಾರಿಗಳ ಕಚೇರಿ ಕೇಸ್ವಾನ್ ಸಭಾಂಗಣದಲ್ಲಿ ಸೋಮವಾರ ನಡೆದ ತಾಲ್ಲೂಕು ಮಟ್ಟದ ಅಧಿಕಾರಿಗಳೊಂದಿಗಿನ ವಿಡಿಯೋ ಕಾನ್ಫರೆನ್ಸ್ ಮೂಲಕ ಜಿಲ್ಲೆಯ ಕುಡಿಯುವ ನೀರು ಮತ್ತು ಮೇವಿನ ಸ್ಥಿತಿಗತಿ ಕುರಿತು ಸಭೆ ನಡೆಸಿ ಮಾತನಾಡಿದರು.: [22, 157, 202, 222]
- divider-seeds-top: [22, 867, 412, 868]
- water-lead-col-2: [208, 148, 388, 224]
- masthead: [22, 42, 927, 64]
- pacs-para-1: ಕೃಷಿ ಪತ್ತಿನ ಪ್ರಾಥಮಿಕ ಸಹಕಾರ ಸಂಘದ ಅಧ್ಯಕ್ಷರಾಗಿ ತಿಪ್ಪೇಸ್ವಾಮಿ ಹಾಗೂ ಉಪಾಧ್ಯಕ್ಷರಾಗಿ ಲಕ್ಷ್ಮೀದೇವಿ ಅವಿರೋಧವಾಗಿ ಆಯ್ಕೆಯಾಗಿದ್ದಾರೆ. ಸಂಘದ 13 ನಿರ್ದೇಶಕರ ಸ್ಥಾನಕ್ಕೆ ಈ ಹಿಂದೆ ಚುನಾವಣೆ ನಡೆದಿದ್ದು, ಅಧ್ಯಕ್ಷ-ಉಪಾಧ್ಯಕ್ಷರ ಸ್ಥಾನಕ್ಕೆ ತಲಾ ಒಂದೇ ನಾಮಪತ್ರ ಸಲ್ಲಿಕೆಯಾದ ಹಿನ್ನೆಲೆಯಲ್ಲಿ ಚುನಾವಣಾಧಿಕಾರಿಗಳು ಅವಿರೋಧ ಆಯ್ಕೆಯನ್ನು ಘೋಷಿಸಿದರು. ನೂತನ ಪದಾಧಿಕಾರಿಗಳನ್ನು ಸದಸ್ಯರು ಹಾಗೂ ಗ್ರಾಮಸ್ಥರು ಅಭಿನಂದಿಸಿದರು.: [590, 668, 925, 705]
- magenta-dot: [42, 1486, 49, 1493]
- electricity-place: ತುಮಕೂರು, ಫೆ.18:: [22, 669, 82, 679]
- poetry-col-2: [760, 228, 925, 474]
- tech-headline: ತಂತ್ರಜ್ಞಾನ ಬೆಳೆದಂತೆ ಪರಿಸರ ನಾಶ: [636, 787, 879, 812]
